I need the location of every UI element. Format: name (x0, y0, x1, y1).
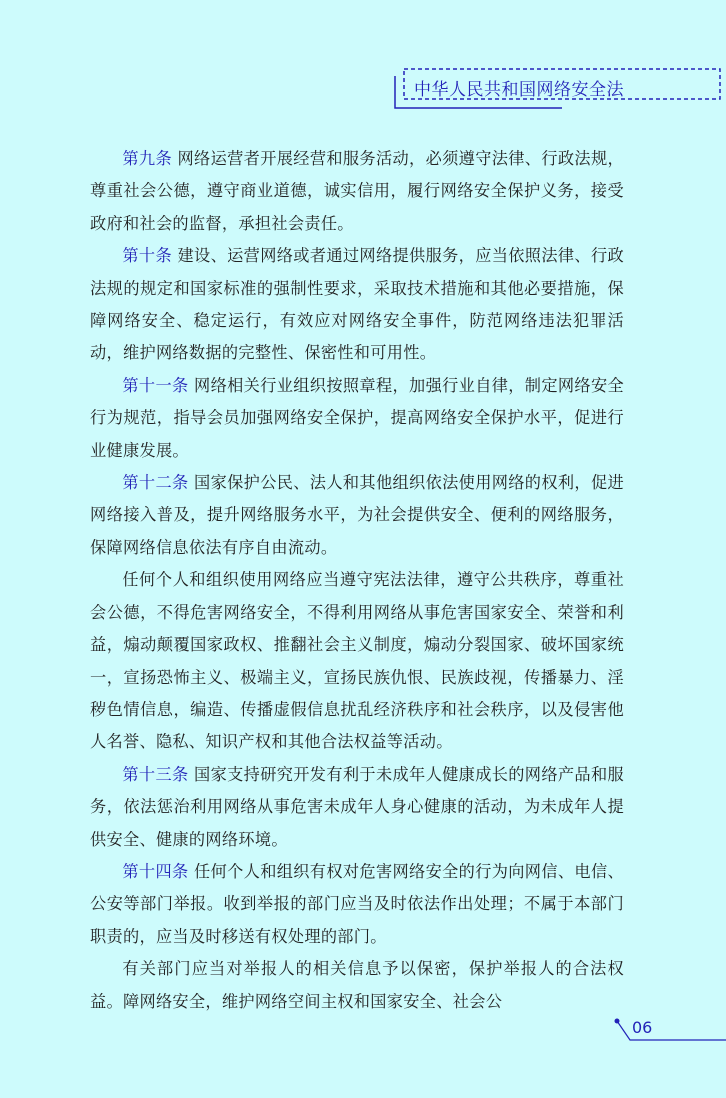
page-number-line-decoration (608, 1012, 726, 1048)
paragraph (90, 143, 624, 240)
paragraph (90, 759, 624, 856)
paragraph-text: 国家保护公民、法人和其他组织依法使用网络的权利，促进网络接入普及，提升网络服务水平，为社会提供安全、便利的网络服务，保障网络信息依法有序自由流动。 (90, 473, 624, 557)
article-number: 第十条 (122, 246, 173, 266)
paragraph-text: 任何个人和组织使用网络应当遵守宪法法律，遵守公共秩序，尊重社会公德，不得危害网络安全，不得利用网络从事危害国家安全、荣誉和利益，煽动颠覆国家政权、推翻社会主义制度，煽动分裂国家、破坏国家统一，宣扬恐怖主义、极端主义，宣扬民族仇恨、民族歧视，传播暴力、淫秽色情信息，编造、传播虚假信息扰乱经济秩序和社会秩序，以及侵害他人名誉、隐私、知识产权和其他合法权益等活动。 (90, 570, 624, 752)
page-number: 06 (632, 1018, 653, 1037)
article-number: 第十一条 (122, 375, 189, 395)
paragraph (90, 564, 624, 758)
paragraph-text: 网络相关行业组织按照章程，加强行业自律，制定网络安全行为规范，指导会员加强网络安全保护，提高网络安全保护水平，促进行业健康发展。 (90, 375, 624, 460)
paragraph-text: 建设、运营网络或者通过网络提供服务，应当依照法律、行政法规的规定和国家标准的强制性要求，采取技术措施和其他必要措施，保障网络安全、稳定运行，有效应对网络安全事件，防范网络违法犯罪活动，维护网络数据的完整性、保密性和可用性。 (90, 246, 624, 363)
paragraph (90, 953, 624, 1018)
paragraph-text: 任何个人和组织有权对危害网络安全的行为向网信、电信、公安等部门举报。收到举报的部门应当及时依法作出处理；不属于本部门职责的，应当及时移送有权处理的部门。 (90, 861, 624, 946)
paragraph (90, 240, 624, 370)
header-title: 中华人民共和国网络安全法 (414, 80, 624, 100)
article-number: 第十二条 (122, 473, 189, 493)
page-footer (608, 1012, 726, 1048)
paragraph (90, 370, 624, 467)
paragraph-text: 网络运营者开展经营和服务活动，必须遵守法律、行政法规，尊重社会公德，遵守商业道德，诚实信用，履行网络安全保护义务，接受政府和社会的监督，承担社会责任。 (90, 149, 624, 233)
article-number: 第十三条 (122, 764, 189, 784)
article-number: 第九条 (122, 149, 173, 168)
law-text-body (90, 143, 624, 1018)
article-number: 第十四条 (122, 861, 189, 881)
paragraph (90, 467, 624, 564)
paragraph-text: 有关部门应当对举报人的相关信息予以保密，保护举报人的合法权益。障网络安全，维护网络空间主权和国家安全、社会公 (90, 959, 624, 1011)
paragraph (90, 856, 624, 953)
running-header (392, 68, 724, 112)
paragraph-text: 国家支持研究开发有利于未成年人健康成长的网络产品和服务，依法惩治利用网络从事危害未成年人身心健康的活动，为未成年人提供安全、健康的网络环境。 (90, 764, 624, 849)
